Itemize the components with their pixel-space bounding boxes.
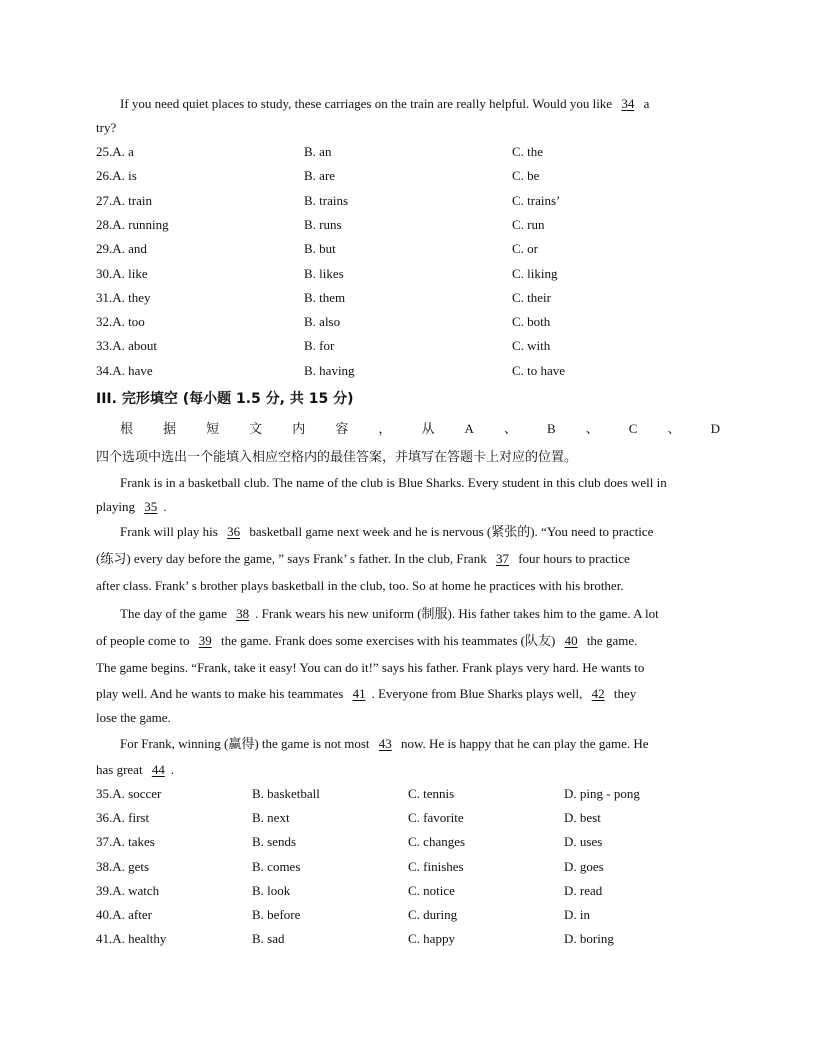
option-c: C. happy [408,931,455,947]
option-b: B. for [304,338,335,354]
option-b: B. having [304,362,355,378]
passage-text: of people come to [96,633,190,648]
option-b: B. before [252,907,301,922]
option-b: B. are [304,168,336,184]
blank-34: 34 [621,96,635,111]
option-b: B. them [304,289,346,305]
passage-text: If you need quiet places to study, these carriages on the train are really helpful. Would you like [120,96,613,111]
section-instruction-line2: 四个选项中选出一个能填入相应空格内的最佳答案，并填写在答题卡上对应的位置。 [96,449,578,464]
passage-line [96,524,744,540]
instruction-char: 、 [503,421,517,436]
option-b: B. but [304,241,336,257]
section-heading: III. 完形填空 (每小题 1.5 分, 共 15 分) [96,391,354,407]
blank-35: 35 [144,499,158,514]
option-a: 41.A. healthy [96,931,167,947]
option-d: D. read [564,882,603,898]
option-c: C. run [512,216,545,232]
passage-line [96,96,744,112]
section-instruction [120,421,720,437]
blank-39: 39 [198,633,212,648]
option-a: 34.A. have [96,362,153,378]
passage-text: playing [96,499,135,514]
passage-text: the game. [586,633,638,648]
blank-43: 43 [378,736,392,751]
blank-37: 37 [495,551,509,566]
option-a: 28.A. running [96,216,169,232]
passage-text: a [643,96,650,111]
passage-line [96,686,720,702]
passage-text: Frank will play his [120,524,218,539]
option-d: D. boring [564,931,614,947]
passage-text: has great [96,762,143,777]
blank-36: 36 [227,524,241,539]
passage-line [96,551,720,567]
option-b: B. likes [304,265,344,281]
option-b: B. next [252,810,290,826]
blank-41: 41 [352,686,366,701]
passage-line [96,762,720,778]
passage-text: basketball game next week and he is nervous (紧张的). “You need to practice [249,524,654,539]
option-b: B. also [304,314,341,330]
option-b: B. trains [304,192,349,208]
instruction-char: 内 [292,421,306,436]
option-b: B. basketball [252,786,320,801]
option-c: C. to have [512,362,566,378]
passage-line: The game begins. “Frank, take it easy! You can do it!” says his father. Frank plays very hard. He wants to [96,660,645,675]
instruction-char: 据 [163,421,177,436]
option-c: C. the [512,144,544,159]
option-d: D. in [564,907,590,922]
instruction-char: B [547,421,556,436]
instruction-char: A [464,421,474,436]
instruction-char: C [628,421,638,436]
passage-text: play well. And he wants to make his teammates [96,686,344,701]
passage-line: try? [96,120,117,135]
passage-text: the game. Frank does some exercises with his teammates (队友) [221,633,556,648]
option-d: D. goes [564,858,604,874]
option-c: C. their [512,289,551,305]
option-b: B. an [304,144,332,159]
option-d: D. ping - pong [564,786,640,801]
blank-38: 38 [236,606,250,621]
option-a: 33.A. about [96,338,158,354]
passage-line: after class. Frank’ s brother plays basketball in the club, too. So at home he practices with his brother. [96,578,624,593]
passage-line [96,499,720,515]
option-b: B. sad [252,931,285,947]
option-b: B. look [252,882,291,898]
option-c: C. be [512,168,540,184]
option-b: B. sends [252,834,297,850]
instruction-char: 、 [585,421,599,436]
passage-line [96,736,744,752]
option-a: 36.A. first [96,810,150,826]
option-a: 40.A. after [96,907,152,922]
instruction-char: 容 [335,421,349,436]
passage-line [96,633,720,649]
option-c: C. notice [408,882,455,898]
option-c: C. trains’ [512,192,561,208]
option-a: 27.A. train [96,192,152,208]
option-a: 37.A. takes [96,834,155,850]
passage-text: now. He is happy that he can play the game. He [401,736,649,751]
option-a: 30.A. like [96,265,148,281]
option-c: C. favorite [408,810,464,826]
option-c: C. changes [408,834,466,850]
option-a: 32.A. too [96,314,145,330]
passage-text: . [170,762,175,777]
passage-text: The day of the game [120,606,227,621]
option-d: D. uses [564,834,603,850]
instruction-char: D [710,421,720,436]
blank-40: 40 [564,633,578,648]
instruction-char: ， [378,421,392,436]
passage-text: . Frank wears his new uniform (制服). His father takes him to the game. A lot [255,606,659,621]
option-a: 35.A. soccer [96,786,162,801]
option-a: 25.A. a [96,144,134,159]
passage-text: For Frank, winning (赢得) the game is not most [120,736,370,751]
passage-text: they [613,686,637,701]
passage-line: Frank is in a basketball club. The name of the club is Blue Sharks. Every student in this club does well in [120,475,667,490]
passage-text: . [163,499,167,514]
blank-42: 42 [591,686,605,701]
instruction-char: 文 [249,421,263,436]
instruction-char: 短 [206,421,220,436]
option-c: C. liking [512,265,558,281]
option-c: C. finishes [408,858,464,874]
blank-44: 44 [151,762,165,777]
option-c: C. or [512,241,538,257]
option-b: B. runs [304,216,342,232]
option-b: B. comes [252,858,301,874]
option-a: 38.A. gets [96,858,150,874]
option-c: C. both [512,314,551,330]
passage-line: lose the game. [96,710,171,725]
option-a: 39.A. watch [96,882,160,898]
passage-line [96,606,744,622]
option-c: C. during [408,907,458,922]
passage-text: four hours to practice [518,551,630,566]
option-a: 31.A. they [96,289,151,305]
instruction-char: 、 [667,421,681,436]
option-a: 26.A. is [96,168,137,184]
passage-text: . Everyone from Blue Sharks plays well, [371,686,583,701]
instruction-char: 从 [421,421,435,436]
passage-text: (练习) every day before the game, ” says Frank’ s father. In the club, Frank [96,551,487,566]
instruction-char: 根 [120,421,134,436]
option-a: 29.A. and [96,241,147,257]
option-c: C. tennis [408,786,455,801]
option-d: D. best [564,810,601,826]
option-c: C. with [512,338,551,354]
